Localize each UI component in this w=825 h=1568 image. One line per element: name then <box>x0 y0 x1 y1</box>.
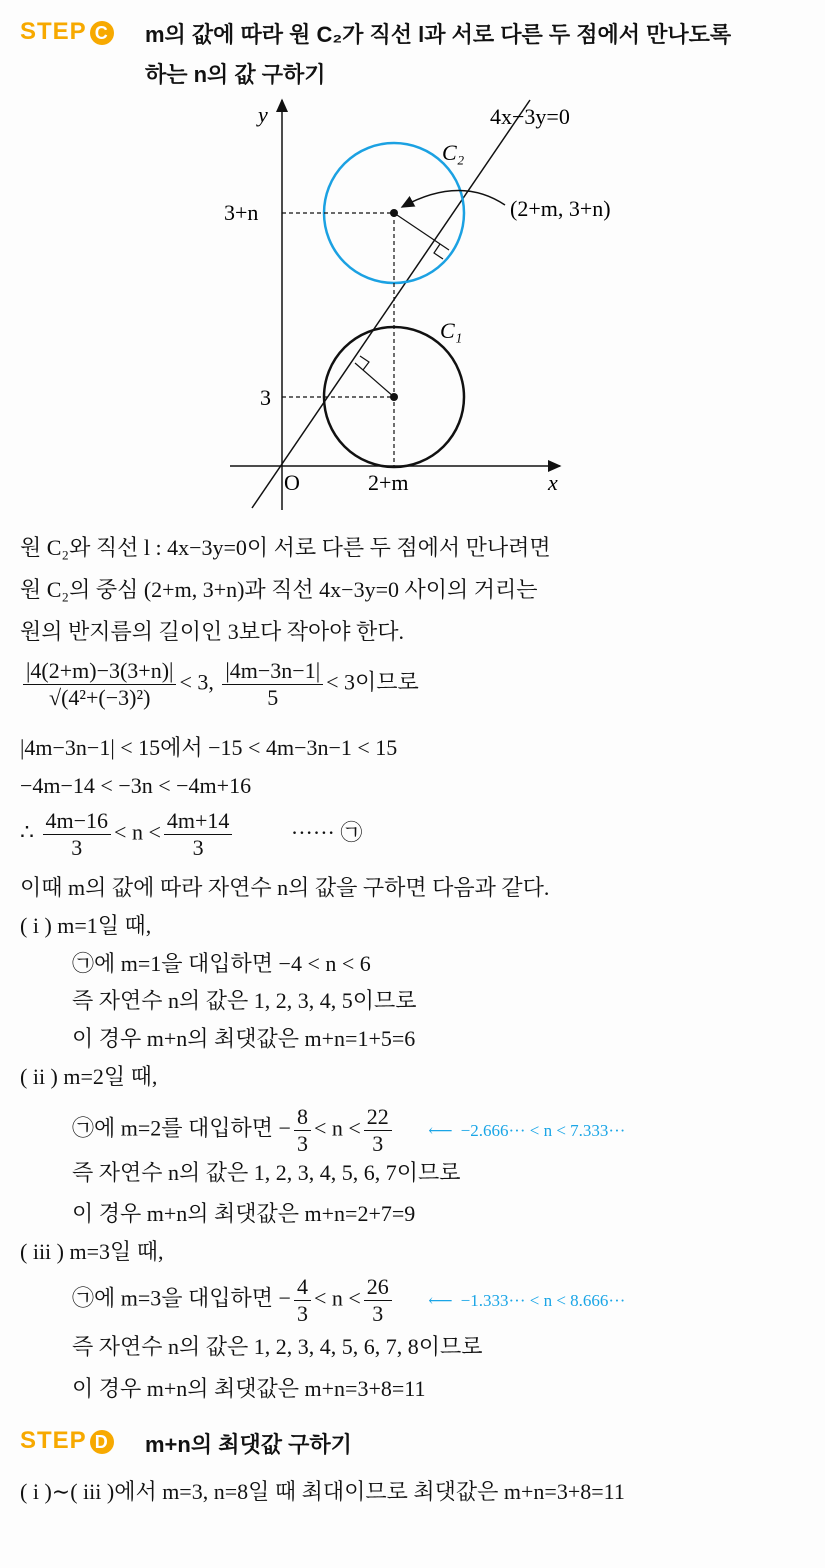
step-c-label: STEP C <box>20 18 114 46</box>
case-3-substitution: ㉠에 m=3을 대입하면 − $\frac{4}{3}$ < n < $\frac{26}{3}$ ⟵ −1.333··· < n < 8.666··· <box>72 1274 626 1326</box>
text-line: 즉 자연수 n의 값은 1, 2, 3, 4, 5, 6, 7이므로 <box>72 1160 461 1185</box>
step-d-label: STEP D <box>20 1427 114 1455</box>
text-line: 원 C₂와 직선 l : 4x−3y=0이 서로 다른 두 점에서 만나려면 <box>20 535 551 560</box>
step-c-title-1: m의 값에 따라 원 C₂가 직선 l과 서로 다른 두 점에서 만나도록 <box>145 22 732 47</box>
step-badge: D <box>90 1430 114 1454</box>
c1-label: C₁ <box>440 318 463 343</box>
inequality-n: ∴ $\frac{4m-16}{3}$ < n < $\frac{4m+14}{3}$ ······ ㉠ <box>20 808 363 860</box>
text-line: 이 경우 m+n의 최댓값은 m+n=3+8=11 <box>72 1376 426 1401</box>
x-tick-2m: 2+m <box>368 470 409 495</box>
final-answer: ( i )∼( iii )에서 m=3, n=8일 때 최대이므로 최댓값은 m+n=3+8=11 <box>20 1479 625 1504</box>
y-label: y <box>258 102 268 127</box>
text-line: |4m−3n−1| < 15에서 −15 < 4m−3n−1 < 15 <box>20 735 398 760</box>
circle-graph <box>0 0 825 520</box>
pointer-arrow <box>402 190 505 207</box>
step-d-title: m+n의 최댓값 구하기 <box>145 1432 352 1457</box>
x-label: x <box>548 470 558 495</box>
step-c-title-2: 하는 n의 값 구하기 <box>145 62 326 87</box>
decimal-note: ⟵ −2.666··· < n < 7.333··· <box>428 1120 626 1140</box>
origin-label: O <box>284 470 300 495</box>
text-line: ㉠에 m=1을 대입하면 −4 < n < 6 <box>72 951 371 976</box>
left-arrow-icon: ⟵ <box>428 1120 453 1140</box>
center-label: (2+m, 3+n) <box>510 196 611 221</box>
decimal-note: ⟵ −1.333··· < n < 8.666··· <box>428 1290 626 1310</box>
step-badge: C <box>90 21 114 45</box>
text-line: 즉 자연수 n의 값은 1, 2, 3, 4, 5이므로 <box>72 988 417 1013</box>
y-tick-3: 3 <box>260 385 271 410</box>
case-3-heading: ( iii ) m=3일 때, <box>20 1239 164 1264</box>
line-label: 4x−3y=0 <box>490 104 570 129</box>
y-tick-3n: 3+n <box>224 200 259 225</box>
text-line: 원 C₂의 중심 (2+m, 3+n)과 직선 4x−3y=0 사이의 거리는 <box>20 577 538 602</box>
text-line: 이 경우 m+n의 최댓값은 m+n=2+7=9 <box>72 1201 416 1226</box>
case-2-substitution: ㉠에 m=2를 대입하면 − $\frac{8}{3}$ < n < $\frac{22}{3}$ ⟵ −2.666··· < n < 7.333··· <box>72 1104 626 1156</box>
c2-label: C₂ <box>442 140 465 165</box>
left-arrow-icon: ⟵ <box>428 1290 453 1310</box>
text-line: 이 경우 m+n의 최댓값은 m+n=1+5=6 <box>72 1026 416 1051</box>
distance-inequality: $\frac{|4(2+m)-3(3+n)|}{\text{√(4²+(−3)²)}}$ < 3, $\frac{|4m-3n-1|}{5}$ < 3이므로 <box>20 658 419 711</box>
text-line: −4m−14 < −3n < −4m+16 <box>20 773 252 798</box>
text-line: 원의 반지름의 길이인 3보다 작아야 한다. <box>20 619 405 644</box>
line-l <box>252 100 530 508</box>
case-1-heading: ( i ) m=1일 때, <box>20 913 152 938</box>
text-line: 즉 자연수 n의 값은 1, 2, 3, 4, 5, 6, 7, 8이므로 <box>72 1334 483 1359</box>
case-2-heading: ( ii ) m=2일 때, <box>20 1064 158 1089</box>
text-line: 이때 m의 값에 따라 자연수 n의 값을 구하면 다음과 같다. <box>20 875 550 900</box>
